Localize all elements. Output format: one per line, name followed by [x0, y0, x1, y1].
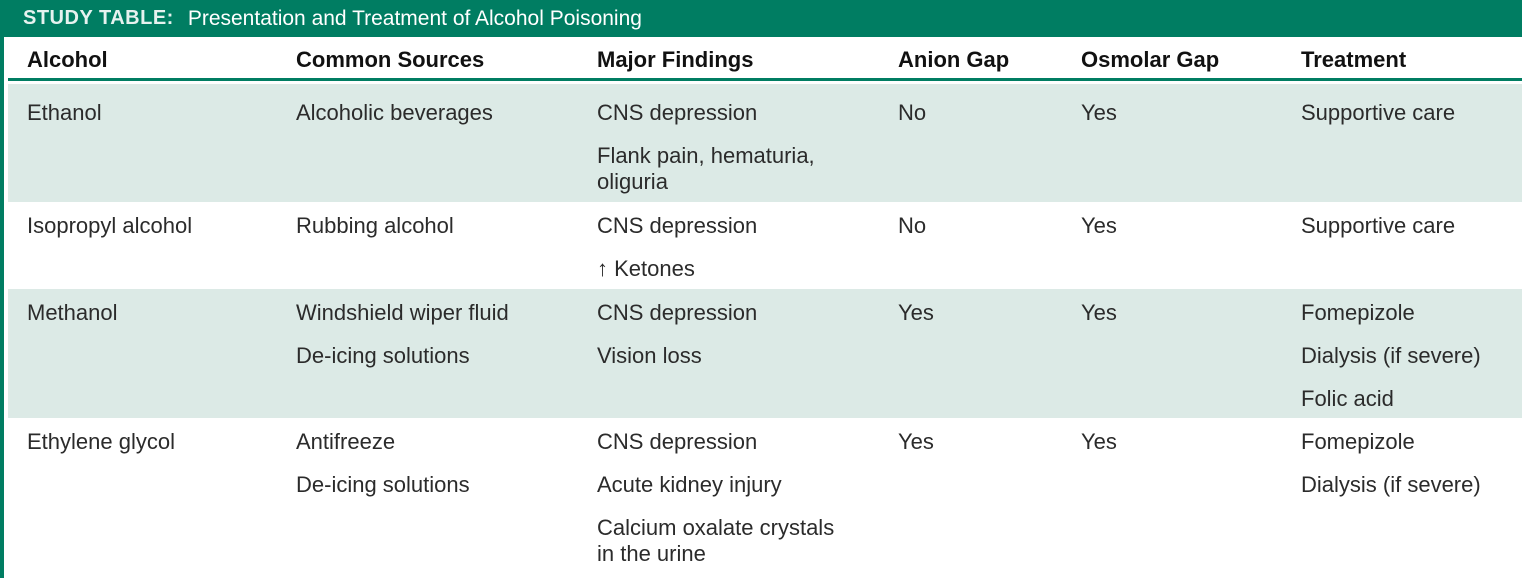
osmolar-gap-value: Yes: [1081, 213, 1117, 238]
source-item: Alcoholic beverages: [296, 100, 493, 125]
alcohol-name: Isopropyl alcohol: [27, 213, 193, 238]
alcohol-name: Ethanol: [27, 100, 102, 125]
source-item: De-icing solutions: [296, 343, 470, 368]
finding-item: Flank pain, hematuria,: [597, 143, 815, 168]
treatment-item: Fomepizole: [1301, 429, 1415, 454]
alcohol-name: Methanol: [27, 300, 118, 325]
column-header-alcohol: Alcohol: [27, 47, 108, 72]
table-row-isopropyl-alcohol: [8, 202, 1522, 289]
finding-item: Vision loss: [597, 343, 702, 368]
treatment-item: Supportive care: [1301, 213, 1456, 238]
finding-item: CNS depression: [597, 213, 758, 238]
column-header-anion-gap: Anion Gap: [898, 47, 1010, 72]
finding-item: oliguria: [597, 169, 668, 194]
osmolar-gap-value: Yes: [1081, 100, 1117, 125]
finding-item: CNS depression: [597, 100, 758, 125]
source-item: Antifreeze: [296, 429, 396, 454]
anion-gap-value: No: [898, 213, 927, 238]
table-title-bar: [4, 0, 1522, 37]
finding-item: CNS depression: [597, 429, 758, 454]
source-item: Windshield wiper fluid: [296, 300, 509, 325]
treatment-item: Dialysis (if severe): [1301, 472, 1481, 497]
table-row-ethanol: [8, 84, 1522, 202]
finding-item: Acute kidney injury: [597, 472, 782, 497]
table-title-label: STUDY TABLE:: [23, 7, 174, 29]
treatment-item: Dialysis (if severe): [1301, 343, 1481, 368]
table-title: Presentation and Treatment of Alcohol Poisoning: [187, 6, 642, 30]
anion-gap-value: Yes: [898, 429, 934, 454]
finding-item: CNS depression: [597, 300, 758, 325]
column-header-common-sources: Common Sources: [296, 47, 485, 72]
column-header-osmolar-gap: Osmolar Gap: [1081, 47, 1220, 72]
anion-gap-value: No: [898, 100, 927, 125]
source-item: Rubbing alcohol: [296, 213, 454, 238]
finding-item: Calcium oxalate crystals: [597, 515, 835, 540]
alcohol-name: Ethylene glycol: [27, 429, 175, 454]
table-header-row: [8, 37, 1522, 81]
osmolar-gap-value: Yes: [1081, 300, 1117, 325]
treatment-item: Supportive care: [1301, 100, 1456, 125]
osmolar-gap-value: Yes: [1081, 429, 1117, 454]
treatment-item: Folic acid: [1301, 386, 1394, 411]
column-header-treatment: Treatment: [1301, 47, 1407, 72]
treatment-item: Fomepizole: [1301, 300, 1415, 325]
finding-item: in the urine: [597, 541, 706, 566]
table-row-methanol: [8, 289, 1522, 418]
source-item: De-icing solutions: [296, 472, 470, 497]
column-header-major-findings: Major Findings: [597, 47, 754, 72]
finding-item: ↑ Ketones: [597, 256, 695, 281]
table-row-ethylene-glycol: [8, 418, 1522, 578]
anion-gap-value: Yes: [898, 300, 934, 325]
